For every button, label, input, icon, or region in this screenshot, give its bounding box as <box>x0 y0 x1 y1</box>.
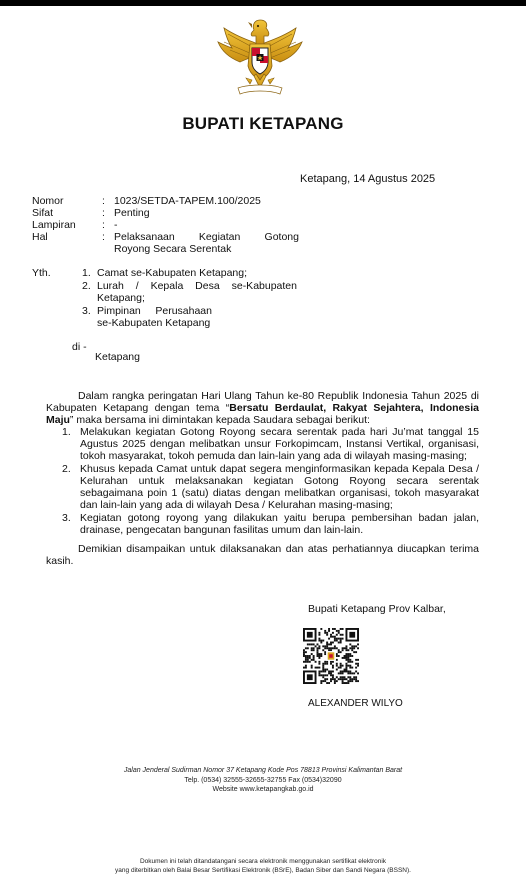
footer-website: Website www.ketapangkab.go.id <box>212 786 314 793</box>
recipients-place: Ketapang <box>95 351 140 363</box>
letter-body <box>46 390 479 567</box>
footer-address: Jalan Jenderal Sudirman Nomor 37 Ketapang Kode Pos 78813 Provinsi Kalimantan Barat <box>123 767 403 774</box>
list-item: 2. Khusus kepada Camat untuk dapat segera menginformasikan kepada Kepala Desa / Kelurahan untuk melaksanakan kegiatan Gotong Royong secara serentak sebagaimana poin 1 (satu) diatas dengan melibatkan organisasi, tokoh masyarakat dan lain-lain yang ada di wilayah Desa / Kelurahan masing-masing; <box>62 463 479 511</box>
list-item: 1. Camat se-Kabupaten Ketapang; <box>82 267 248 279</box>
meta-value: - <box>114 219 118 231</box>
meta-hal <box>32 231 299 243</box>
meta-value: Royong Secara Serentak <box>114 243 232 255</box>
list-item: 3. Kegiatan gotong royong yang dilakukan yaitu berupa pembersihan badan jalan, drainase, pengecatan bangunan fasilitas umum dan lain-lain. <box>62 512 479 536</box>
signer-name: ALEXANDER WILYO <box>308 698 403 709</box>
letter-date: Ketapang, 14 Agustus 2025 <box>300 173 436 185</box>
recipients-list <box>82 267 302 330</box>
letter-title: BUPATI KETAPANG <box>182 114 344 133</box>
meta-value: Pelaksanaan Kegiatan Gotong <box>114 231 299 243</box>
list-item: 3. Pimpinan Perusahaan se-Kabupaten Ketapang <box>82 305 212 329</box>
signature-title: Bupati Ketapang Prov Kalbar, <box>308 603 446 615</box>
meta-label: Hal <box>32 231 48 243</box>
meta-value: Penting <box>114 207 150 219</box>
meta-colon: : <box>102 207 105 219</box>
meta-hal-cont <box>32 243 299 255</box>
meta-colon: : <box>102 195 105 207</box>
recipients-label: Yth. <box>32 267 51 279</box>
meta-label: Sifat <box>32 207 54 219</box>
letter-footer <box>0 766 526 795</box>
footer-phone: Telp. (0534) 32555-32655-32755 Fax (0534)32090 <box>184 776 342 784</box>
meta-lampiran <box>32 219 299 231</box>
meta-label: Lampiran <box>32 219 76 231</box>
meta-sifat <box>32 207 299 219</box>
meta-colon: : <box>102 231 105 243</box>
letter-meta <box>32 195 299 255</box>
body-lead: Dalam rangka peringatan Hari Ulang Tahun ke-80 Republik Indonesia Tahun 2025 di Kabupaten Ketapang dengan tema “Bersatu Berdaulat, Rakyat Sejahtera, Indonesia Maju” maka bersama ini dimintakan kepada Saudara sebagai berikut: <box>46 390 479 426</box>
theme-text: Bersatu Berdaulat, Rakyat Sejahtera, Indonesia Maju <box>46 402 479 426</box>
meta-value: 1023/SETDA-TAPEM.100/2025 <box>114 195 261 207</box>
garuda-emblem <box>214 14 306 96</box>
meta-nomor <box>32 195 299 207</box>
qr-code <box>303 628 359 684</box>
recipients-di: di - <box>72 341 87 353</box>
meta-colon: : <box>102 219 105 231</box>
body-points <box>62 426 479 536</box>
meta-label: Nomor <box>32 195 64 207</box>
body-closing: Demikian disampaikan untuk dilaksanakan dan atas perhatiannya diucapkan terima kasih. <box>46 543 479 567</box>
letter-page <box>0 6 526 893</box>
list-item: 1. Melakukan kegiatan Gotong Royong secara serentak pada hari Ju’mat tanggal 15 Agustus 2025 dengan melibatkan unsur Forkopimcam, Instansi Vertikal, organisasi, tokoh masyarakat, tokoh pemuda dan lain-lain yang ada di wilayah masing-masing; <box>62 426 479 462</box>
list-item: 2. Lurah / Kepala Desa se-Kabupaten Ketapang; <box>82 280 297 304</box>
esign-disclaimer: Dokumen ini telah ditandatangani secara elektronik menggunakan sertifikat elektronik yang diterbitkan oleh Balai Besar Sertifikasi Elektronik (BSrE), Badan Siber dan Sandi Negara (BSSN). <box>115 858 411 874</box>
